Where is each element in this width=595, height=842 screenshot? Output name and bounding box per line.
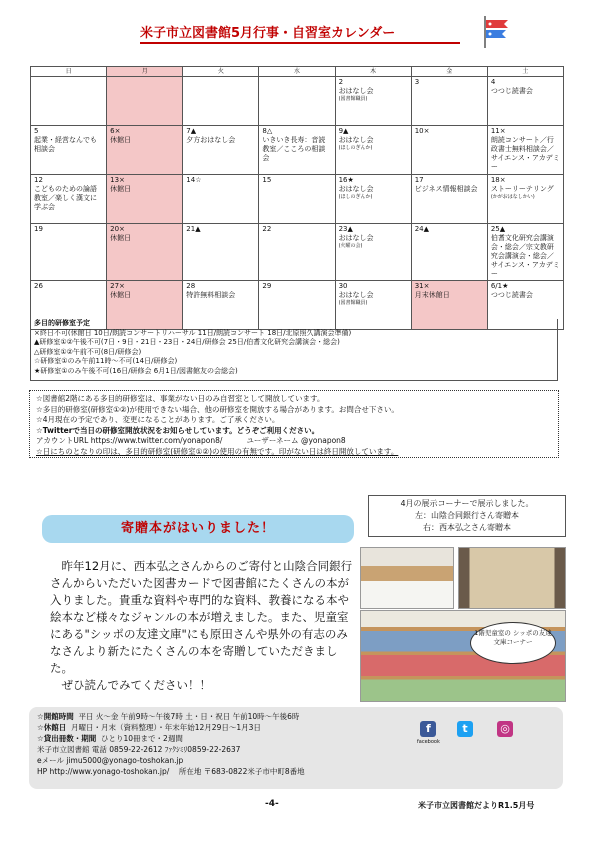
notes-line: ☆研修室①のみ午前11時～不可(14日/研修会): [34, 357, 178, 365]
calendar-week: [31, 224, 564, 281]
calendar-day: [107, 224, 183, 281]
day-event: 起業・経営なんでも相談会: [34, 136, 97, 153]
publication-name: 米子市立図書館だよりR1.5月号: [418, 801, 535, 810]
calendar-day: [107, 175, 183, 224]
day-event: おはなし会: [338, 136, 374, 144]
calendar-day: [259, 77, 335, 126]
room-notes: [30, 319, 558, 381]
closed-label: ☆休館日: [37, 723, 67, 732]
day-number: 15: [262, 176, 272, 184]
calendar-day: [183, 175, 259, 224]
calendar-day: [259, 175, 335, 224]
day-event: こどものための論語教室／楽しく漢文に学ぶ会: [34, 185, 97, 211]
calendar-day: [411, 175, 487, 224]
day-number: 7▲: [186, 127, 197, 135]
day-number: 26: [34, 282, 43, 290]
calendar-week: [31, 77, 564, 126]
day-event-note: (図書館職員): [338, 300, 368, 306]
day-event-note: (ほしのぎんか): [338, 194, 373, 200]
calendar-day: [487, 77, 563, 126]
day-number: 28: [186, 282, 196, 290]
calendar-week: [31, 126, 564, 175]
calendar-day: [335, 126, 411, 175]
calendar-day: [259, 126, 335, 175]
day-number: 19: [34, 225, 43, 233]
closed-days: 月曜日・月末（資料整理）・年末年始12月29日～1月3日: [71, 723, 261, 732]
day-number: 18×: [490, 176, 506, 184]
notes-line: △研修室①②午前不可(8日/研修会): [34, 347, 142, 356]
notes-title: 多目的研修室予定: [34, 319, 90, 327]
day-number: 31×: [414, 282, 430, 290]
exhibit-line: 左：山陰合同銀行さん寄贈本: [415, 511, 519, 520]
twitter-link[interactable]: [457, 721, 473, 737]
day-number: 3: [414, 78, 420, 86]
day-event-note: (火曜の会): [338, 243, 363, 249]
open-hours: 平日 火～金 午前9時～午後7時 土・日・祝日 午前10時～午後6時: [78, 712, 300, 721]
exhibit-caption: [368, 495, 566, 537]
weekday-header: 月: [107, 67, 183, 77]
loan-limit: ひとり10冊まで・2週間: [101, 734, 183, 743]
day-event-note: (かがおはなしかい): [490, 194, 535, 200]
weekday-header: 土: [487, 67, 563, 77]
day-event: おはなし会: [338, 234, 374, 242]
day-number: 9▲: [338, 127, 349, 135]
calendar-day: [183, 224, 259, 281]
exhibit-line: 4月の展示コーナーで展示しました。: [400, 499, 534, 508]
weekday-header: 水: [259, 67, 335, 77]
day-event-note: (ほしのぎんか): [338, 145, 373, 151]
day-number: 6×: [110, 127, 121, 135]
donation-closing: ぜひ読んでみてください！！: [61, 678, 211, 692]
day-event: おはなし会: [338, 291, 374, 299]
day-event: 休館日: [110, 136, 132, 144]
photo-bubble: 1階児童室の シッポの友達 文庫コーナー: [470, 622, 556, 664]
loan-label: ☆貸出冊数・期間: [37, 734, 97, 743]
day-event-note: (図書館職員): [338, 96, 368, 102]
weekday-header: 日: [31, 67, 107, 77]
calendar-week: [31, 175, 564, 224]
calendar-day: [487, 175, 563, 224]
calendar-day: [107, 77, 183, 126]
day-event: 夕方おはなし会: [186, 136, 236, 144]
twitter-user[interactable]: ユーザーネーム @yonapon8: [246, 436, 346, 445]
calendar-day: [411, 224, 487, 281]
day-number: 14☆: [186, 176, 202, 184]
day-event: 休館日: [110, 185, 132, 193]
donation-body: [50, 558, 355, 694]
calendar-day: [335, 77, 411, 126]
page-number: -4-: [265, 799, 279, 809]
page-title: 米子市立図書館5月行事・自習室カレンダー: [140, 26, 460, 44]
day-event: おはなし会: [338, 185, 374, 193]
contact: 米子市立図書館 電話 0859-22-2612 ﾌｧｸｼﾐﾘ0859-22-2637: [37, 745, 241, 754]
donation-heading: 寄贈本がはいりました！: [42, 515, 354, 543]
calendar-day: [31, 77, 107, 126]
day-number: 20×: [110, 225, 125, 233]
info-line: ☆多目的研修室(研修室①②)が使用できない場合、他の研修室を開放する場合があります。お問合せ下さい。: [36, 404, 399, 414]
photo-left-shelf: [360, 547, 454, 609]
day-event: 朗読コンサート／行政書士無料相談会／サイエンス・アカデミー: [490, 136, 560, 171]
day-number: 2: [338, 78, 344, 86]
day-number: 29: [262, 282, 272, 290]
footer-info: [29, 707, 563, 789]
calendar: [30, 66, 564, 330]
calendar-day: [31, 224, 107, 281]
info-line: ☆図書館2階にある多目的研修室は、事業がない日のみ自習室として開放しています。: [36, 394, 325, 403]
day-number: 24▲: [414, 225, 429, 233]
calendar-day: [107, 126, 183, 175]
weekday-header: 火: [183, 67, 259, 77]
day-event: 月末休館日: [414, 291, 450, 299]
calendar-day: [335, 175, 411, 224]
calendar-day: [259, 224, 335, 281]
day-event: 休館日: [110, 234, 132, 242]
info-line: ☆日にちのとなりの印は、多目的研修室(研修室①②)の使用の有無です。印がない日は終日開放しています。: [36, 446, 399, 456]
day-event: 休館日: [110, 291, 132, 299]
calendar-day: [183, 77, 259, 126]
day-event: ストーリーテリング: [490, 185, 554, 193]
calendar-day: [411, 126, 487, 175]
day-number: 23▲: [338, 225, 353, 233]
day-number: 25▲: [490, 225, 506, 233]
day-event: おはなし会: [338, 87, 374, 95]
facebook-link[interactable]: [417, 721, 440, 748]
calendar-day: [335, 224, 411, 281]
calendar-day: [31, 175, 107, 224]
day-number: 27×: [110, 282, 125, 290]
info-box: [29, 390, 559, 458]
day-event: つつじ読書会: [490, 291, 533, 299]
notes-line: ★研修室①のみ午後不可(16日/研修会 6月1日/図書館友の会総会): [34, 366, 238, 375]
day-number: 17: [414, 176, 424, 184]
calendar-day: [31, 126, 107, 175]
day-number: 21▲: [186, 225, 201, 233]
day-number: 22: [262, 225, 272, 233]
day-event: 伯耆文化研究会講演会・総会／宗文教研究会講演会・総会／サイエンス・アカデミー: [490, 234, 560, 278]
instagram-link[interactable]: [497, 721, 513, 737]
info-line: ☆4月現在の予定であり、変更になることがあります。ご了承ください。: [36, 415, 280, 424]
day-number: 4: [490, 78, 496, 86]
exhibit-line: 右：西本弘之さん寄贈本: [423, 523, 511, 532]
twitter-url[interactable]: アカウントURL https://www.twitter.com/yonapon8/: [36, 436, 223, 445]
homepage-link[interactable]: HP http://www.yonago-toshokan.jp/: [37, 767, 170, 776]
koinobori-icon: [482, 14, 510, 48]
calendar-day: [487, 224, 563, 281]
photo-right-shelf: [458, 547, 566, 609]
day-number: 8△: [262, 127, 273, 135]
day-number: 13×: [110, 176, 125, 184]
notes-line: ▲研修室①②午後不可(7日・9日・21日・23日・24日/研修会 25日/伯耆文化研究会講演会・総会): [34, 338, 340, 346]
day-number: 30: [338, 282, 348, 290]
calendar-day: [487, 126, 563, 175]
calendar-day: [411, 77, 487, 126]
address: 所在地 〒683-0822米子市中町8番地: [178, 767, 305, 776]
facebook-label: facebook: [417, 739, 440, 745]
day-event: いきいき長寿：音読教室／こころの相談会: [262, 136, 326, 162]
day-number: 6/1★: [490, 282, 509, 290]
day-number: 16★: [338, 176, 354, 184]
calendar-day: [183, 126, 259, 175]
facebook-icon: f: [420, 721, 436, 737]
donation-text: 昨年12月に、西本弘之さんからのご寄付と山陰合同銀行さんからいただいた図書カードで図書館にたくさんの本が入りました。貴重な資料や専門的な資料、教養になる本や絵本など様々なジャンルの本が増えました。また、児童室にある"シッポの友達文庫"にも原田さんや県外の有志のみなさんより新たにたくさんの本を寄贈していただきました。: [50, 559, 353, 675]
open-label: ☆開館時間: [37, 712, 74, 721]
email[interactable]: eメール jimu5000@yonago-toshokan.jp: [37, 756, 184, 765]
day-event: ビジネス情報相談会: [414, 185, 478, 193]
day-number: 12: [34, 176, 43, 184]
weekday-header: 木: [335, 67, 411, 77]
day-event: つつじ読書会: [490, 87, 533, 95]
day-number: 11×: [490, 127, 506, 135]
instagram-icon: ◎: [497, 721, 513, 737]
day-number: 10×: [414, 127, 430, 135]
day-number: 5: [34, 127, 39, 135]
notes-line: ×終日不可(休館日 10日/朗読コンサートリハーサル 11日/朗読コンサート 18日/北原照久講演会準備): [34, 328, 352, 337]
twitter-icon: t: [457, 721, 473, 737]
weekday-header: 金: [411, 67, 487, 77]
info-line: ☆Twitterで当日の研修室開放状況をお知らせしています。どうぞご利用ください。: [36, 425, 320, 435]
day-event: 特許無料相談会: [186, 291, 236, 299]
